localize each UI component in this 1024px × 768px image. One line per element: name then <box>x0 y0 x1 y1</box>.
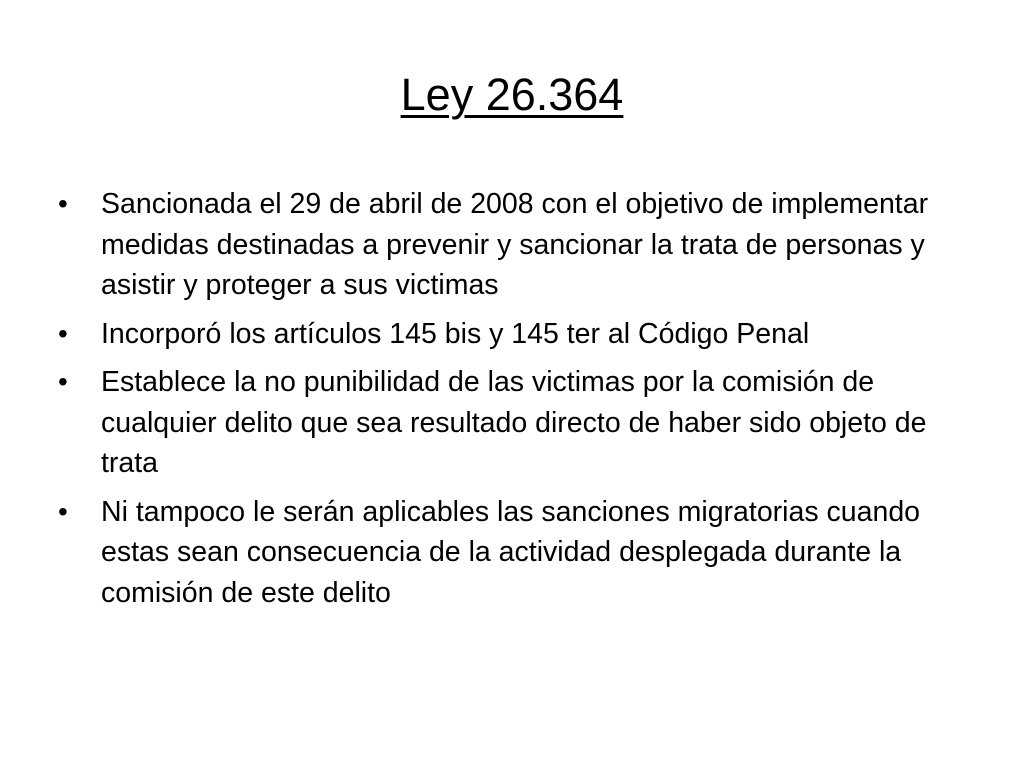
slide-title: Ley 26.364 <box>400 69 624 120</box>
bullet-text: Incorporó los artículos 145 bis y 145 ter al Código Penal <box>101 317 810 350</box>
bullet-list <box>58 184 978 621</box>
bullet-text: Ni tampoco le serán aplicables las sanciones migratorias cuando estas sean consecuencia de la actividad desplegada durante la comisión de este delito <box>101 495 921 609</box>
bullet-item-establece <box>58 362 978 484</box>
bullet-dot-icon: • <box>58 317 68 349</box>
bullet-item-ni-tampoco <box>58 492 978 614</box>
bullet-dot-icon: • <box>58 188 68 219</box>
bullet-item-sancionada <box>58 184 978 306</box>
bullet-item-incorporo <box>58 314 978 355</box>
bullet-text: Establece la no punibilidad de las victimas por la comisión de cualquier delito que sea resultado directo de haber sido objeto de trata <box>101 366 927 479</box>
bullet-dot-icon: • <box>58 366 68 397</box>
bullet-text: Sancionada el 29 de abril de 2008 con el objetivo de implementar medidas destinadas a prevenir y sancionar la trata de personas y asistir y proteger a sus victimas <box>101 188 929 301</box>
bullet-dot-icon: • <box>58 495 68 527</box>
